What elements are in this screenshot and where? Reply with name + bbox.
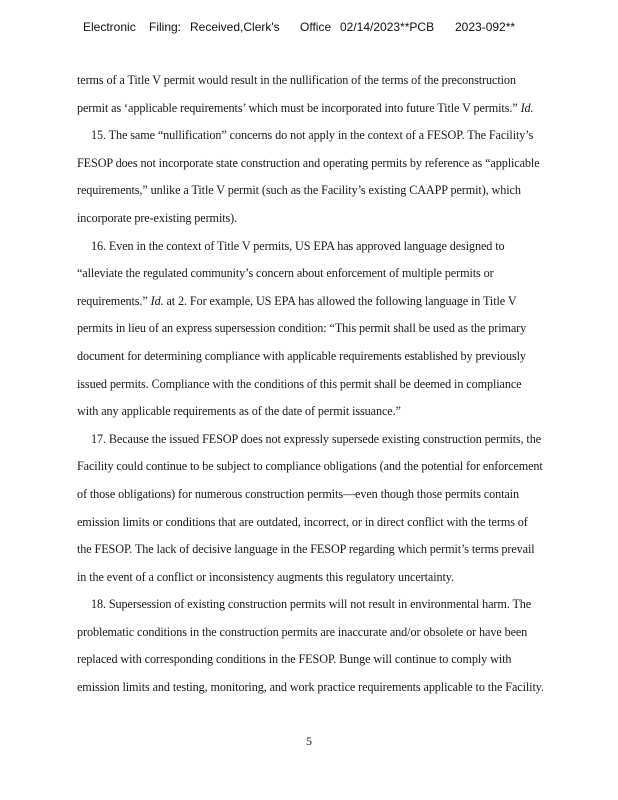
paragraph-18-line: 18. Supersession of existing construction permits will not result in environmental harm. The: [91, 597, 532, 612]
text-line: requirements.” Id. at 2. For example, US EPA has allowed the following language in Title V: [77, 293, 517, 308]
paragraph-17-line: 17. Because the issued FESOP does not expressly supersede existing construction permits, the: [91, 431, 542, 446]
page-number: 5: [306, 734, 312, 748]
text-line: of those obligations) for numerous construction permits—even though those permits contain: [77, 486, 519, 501]
body-text: [77, 67, 612, 702]
text-line: replaced with corresponding conditions in the FESOP. Bunge will continue to comply with: [77, 652, 512, 667]
text-line: emission limits or conditions that are outdated, incorrect, or in direct conflict with the terms of: [77, 514, 528, 529]
filing-header: [83, 20, 583, 36]
text-line: terms of a Title V permit would result in the nullification of the terms of the preconstruction: [77, 73, 516, 87]
citation-id: Id.: [520, 100, 534, 115]
header-date-pcb: 02/14/2023**PCB: [340, 20, 435, 34]
text-line: requirements,” unlike a Title V permit (such as the Facility’s existing CAAPP permit), which: [77, 183, 521, 198]
paragraph-15-line: 15. The same “nullification” concerns do not apply in the context of a FESOP. The Facility’s: [91, 128, 534, 143]
text-line: the FESOP. The lack of decisive language in the FESOP regarding which permit’s terms prevail: [77, 542, 535, 557]
text-line: Facility could continue to be subject to compliance obligations (and the potential for enforcement: [77, 459, 543, 474]
text-line: with any applicable requirements as of the date of permit issuance.”: [77, 404, 401, 419]
text-line: emission limits and testing, monitoring, and work practice requirements applicable to the Facility.: [77, 680, 544, 695]
citation-id: Id.: [150, 293, 164, 308]
header-received-clerks: Received,Clerk's: [190, 20, 280, 34]
text-line: document for determining compliance with applicable requirements established by previously: [77, 348, 526, 363]
header-electronic: Electronic: [83, 20, 136, 34]
text-line: issued permits. Compliance with the conditions of this permit shall be deemed in compliance: [77, 376, 522, 391]
text-line: permits in lieu of an express supersession condition: “This permit shall be used as the primary: [77, 321, 527, 336]
text-line: permit as ‘applicable requirements’ which must be incorporated into future Title V permits.” Id.: [77, 100, 534, 115]
text-line: FESOP does not incorporate state construction and operating permits by reference as “applicable: [77, 155, 540, 170]
header-filing: Filing:: [149, 20, 182, 34]
header-docket-number: 2023-092**: [455, 20, 516, 34]
text-line: “alleviate the regulated community’s concern about enforcement of multiple permits or: [77, 266, 494, 281]
text-line: problematic conditions in the construction permits are inaccurate and/or obsolete or have been: [77, 624, 528, 639]
paragraph-16-line: 16. Even in the context of Title V permits, US EPA has approved language designed to: [91, 238, 505, 253]
text-line: incorporate pre-existing permits).: [77, 210, 238, 225]
header-office: Office: [300, 20, 332, 34]
text-line: in the event of a conflict or inconsistency augments this regulatory uncertainty.: [77, 569, 454, 584]
